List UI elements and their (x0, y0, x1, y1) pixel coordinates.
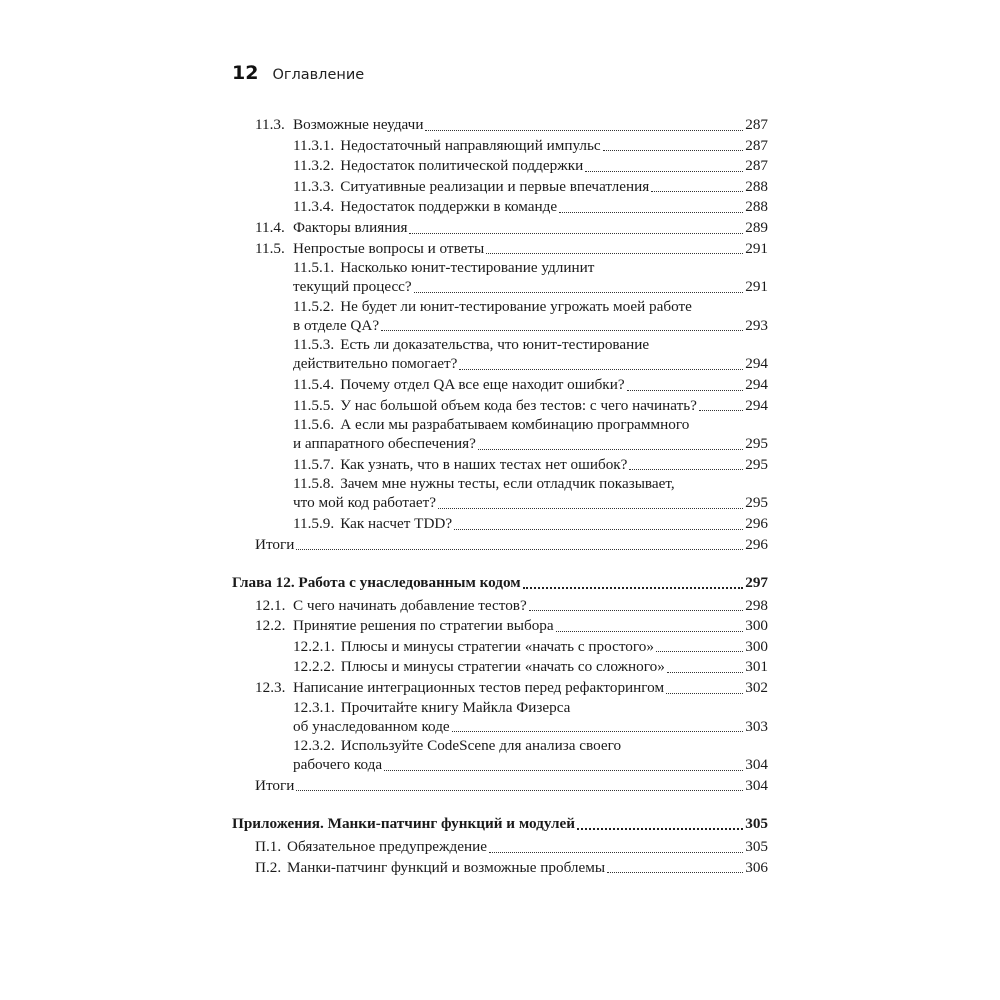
entry-title-line2: и аппаратного обеспечения? (293, 435, 476, 453)
entry-title: Принятие решения по стратегии выбора (293, 617, 554, 635)
entry-number: 11.3.3. (293, 177, 335, 195)
toc-entry-12-2-1[interactable] (293, 637, 768, 658)
table-of-contents (232, 115, 768, 878)
entry-page: 296 (745, 535, 768, 553)
entry-page: 293 (745, 316, 768, 334)
entry-number: 11.5. (255, 239, 285, 257)
toc-entry-11-5-2[interactable] (293, 298, 768, 337)
toc-entry-11-5-9[interactable] (293, 514, 768, 535)
entry-page: 296 (745, 514, 768, 532)
entry-number: П.2. (255, 858, 282, 876)
toc-entry-12-1[interactable] (255, 596, 768, 617)
toc-entry-11-5-8[interactable] (293, 475, 768, 514)
toc-entry-11-5-7[interactable] (293, 455, 768, 476)
entry-number: 11.5.4. (293, 375, 335, 393)
dot-leader (381, 330, 743, 331)
dot-leader (414, 292, 744, 293)
dot-leader (478, 449, 743, 450)
entry-number: 12.3.2. (293, 737, 335, 755)
entry-title: Обязательное предупреждение (287, 838, 487, 856)
entry-number: 11.3. (255, 116, 285, 133)
entry-page: 291 (745, 239, 768, 257)
toc-entry-11-5[interactable] (255, 239, 768, 260)
chapter-title: Глава 12. Работа с унаследованным кодом (232, 574, 521, 592)
running-title: Оглавление (272, 67, 365, 83)
dot-leader (523, 587, 744, 589)
toc-entry-12-3-2[interactable] (293, 737, 768, 776)
toc-entry-11-5-6[interactable] (293, 416, 768, 455)
entry-number: 11.5.3. (293, 336, 335, 354)
entry-number: 12.3. (255, 679, 286, 697)
toc-entry-11-4[interactable] (255, 218, 768, 239)
toc-entry-11-3-3[interactable] (293, 177, 768, 198)
dot-leader (452, 731, 744, 732)
entry-title: С чего начинать добавление тестов? (293, 596, 527, 614)
entry-title-line1: А если мы разрабатываем комбинацию программного (340, 416, 690, 434)
entry-page: 303 (745, 717, 768, 735)
dot-leader (559, 212, 743, 213)
toc-entry-12-3[interactable] (255, 678, 768, 699)
entry-title-line1: Есть ли доказательства, что юнит-тестирование (340, 336, 650, 354)
dot-leader (486, 253, 743, 254)
toc-entry-12-3-1[interactable] (293, 699, 768, 738)
entry-number: 11.5.8. (293, 475, 335, 493)
entry-page: 287 (745, 116, 768, 133)
dot-leader (384, 770, 743, 771)
entry-page: 287 (745, 136, 768, 154)
entry-number: 11.5.6. (293, 416, 335, 434)
entry-title: У нас большой объем кода без тестов: с чего начинать? (340, 396, 697, 414)
entry-number: 12.3.1. (293, 698, 335, 716)
toc-appendix[interactable] (232, 814, 768, 835)
entry-page: 306 (745, 858, 768, 876)
dot-leader (629, 469, 743, 470)
page-number: 12 (232, 62, 259, 84)
entry-number: 12.2.1. (293, 637, 335, 655)
entry-title: Манки-патчинг функций и возможные проблемы (287, 858, 606, 876)
dot-leader (627, 390, 744, 391)
entry-title-line2: текущий процесс? (293, 278, 412, 296)
entry-number: 12.1. (255, 596, 286, 614)
dot-leader (651, 191, 743, 192)
dot-leader (656, 651, 743, 652)
dot-leader (556, 631, 744, 632)
chapter-page: 297 (745, 574, 768, 592)
toc-entry-p2[interactable] (255, 858, 768, 879)
dot-leader (296, 790, 743, 791)
entry-number: 11.5.2. (293, 297, 335, 315)
entry-page: 302 (745, 679, 768, 697)
toc-entry-11-3[interactable] (255, 115, 768, 136)
entry-title-line1: Не будет ли юнит-тестирование угрожать моей работе (340, 297, 692, 315)
appendix-title: Приложения. Манки-патчинг функций и модулей (232, 815, 576, 833)
dot-leader (529, 610, 743, 611)
entry-title: Почему отдел QA все еще находит ошибки? (340, 375, 625, 393)
entry-number: 11.5.1. (293, 259, 335, 277)
entry-title-line1: Зачем мне нужны тесты, если отладчик показывает, (340, 475, 675, 493)
toc-entry-summary-12[interactable] (255, 776, 768, 797)
entry-page: 287 (745, 157, 768, 175)
toc-entry-p1[interactable] (255, 837, 768, 858)
entry-title: Итоги (255, 776, 295, 794)
entry-title-line2: об унаследованном коде (293, 717, 450, 735)
entry-number: 11.5.9. (293, 514, 335, 532)
entry-page: 304 (745, 756, 768, 774)
entry-title: Возможные неудачи (293, 116, 424, 133)
appendix-page: 305 (745, 815, 768, 833)
dot-leader (585, 171, 743, 172)
entry-page: 301 (745, 658, 768, 676)
toc-entry-11-3-1[interactable] (293, 136, 768, 157)
dot-leader (603, 150, 744, 151)
entry-number: 11.3.2. (293, 157, 335, 175)
toc-entry-11-5-1[interactable] (293, 259, 768, 298)
entry-page: 294 (745, 355, 768, 373)
dot-leader (667, 672, 743, 673)
entry-page: 288 (745, 177, 768, 195)
dot-leader (409, 233, 743, 234)
entry-title-line2: что мой код работает? (293, 494, 437, 512)
dot-leader (699, 410, 743, 411)
entry-title: Недостаточный направляющий импульс (340, 136, 601, 154)
entry-title: Непростые вопросы и ответы (293, 239, 485, 257)
toc-entry-11-5-5[interactable] (293, 396, 768, 417)
toc-entry-11-5-4[interactable] (293, 375, 768, 396)
toc-entry-11-3-4[interactable] (293, 197, 768, 218)
dot-leader (607, 872, 743, 873)
entry-title: Плюсы и минусы стратегии «начать с простого» (340, 637, 654, 655)
entry-number: 11.3.1. (293, 136, 335, 154)
entry-title: Итоги (255, 535, 295, 553)
entry-page: 305 (745, 838, 768, 856)
entry-title: Недостаток политической поддержки (340, 157, 584, 175)
entry-title-line2: рабочего кода (293, 756, 383, 774)
entry-page: 295 (745, 494, 768, 512)
dot-leader (454, 529, 743, 530)
entry-page: 288 (745, 198, 768, 216)
dot-leader (425, 130, 743, 131)
dot-leader (489, 852, 743, 853)
entry-page: 294 (745, 396, 768, 414)
dot-leader (296, 549, 743, 550)
entry-number: 12.2. (255, 617, 286, 635)
entry-title: Недостаток поддержки в команде (340, 198, 558, 216)
entry-number: 12.2.2. (293, 658, 335, 676)
entry-page: 304 (745, 776, 768, 794)
entry-page: 289 (745, 218, 768, 236)
entry-number: 11.3.4. (293, 198, 335, 216)
dot-leader (577, 828, 743, 830)
entry-page: 294 (745, 375, 768, 393)
entry-page: 300 (745, 637, 768, 655)
entry-title: Написание интеграционных тестов перед рефакторингом (293, 679, 665, 697)
toc-entry-11-3-2[interactable] (293, 156, 768, 177)
entry-page: 291 (745, 278, 768, 296)
entry-title: Как узнать, что в наших тестах нет ошибок? (340, 455, 628, 473)
toc-entry-11-5-3[interactable] (293, 336, 768, 375)
toc-entry-12-2-2[interactable] (293, 657, 768, 678)
entry-title: Плюсы и минусы стратегии «начать со сложного» (340, 658, 665, 676)
dot-leader (666, 693, 743, 694)
dot-leader (459, 369, 743, 370)
entry-page: 295 (745, 455, 768, 473)
entry-page: 300 (745, 617, 768, 635)
entry-title-line1: Насколько юнит-тестирование удлинит (340, 259, 595, 277)
entry-title: Ситуативные реализации и первые впечатления (340, 177, 650, 195)
dot-leader (438, 508, 743, 509)
entry-title-line1: Прочитайте книгу Майкла Физерса (340, 698, 571, 716)
entry-number: 11.4. (255, 218, 285, 236)
toc-entry-summary-11[interactable] (255, 535, 768, 556)
entry-number: 11.5.5. (293, 396, 335, 414)
entry-page: 298 (745, 596, 768, 614)
running-header (232, 62, 364, 88)
toc-chapter-12[interactable] (232, 573, 768, 594)
entry-title-line2: в отделе QA? (293, 316, 380, 334)
entry-title-line2: действительно помогает? (293, 355, 458, 373)
toc-entry-12-2[interactable] (255, 616, 768, 637)
entry-title: Факторы влияния (293, 218, 408, 236)
entry-page: 295 (745, 435, 768, 453)
entry-title: Как насчет TDD? (340, 514, 453, 532)
entry-number: П.1. (255, 838, 282, 856)
entry-title-line1: Используйте CodeScene для анализа своего (340, 737, 622, 755)
entry-number: 11.5.7. (293, 455, 335, 473)
